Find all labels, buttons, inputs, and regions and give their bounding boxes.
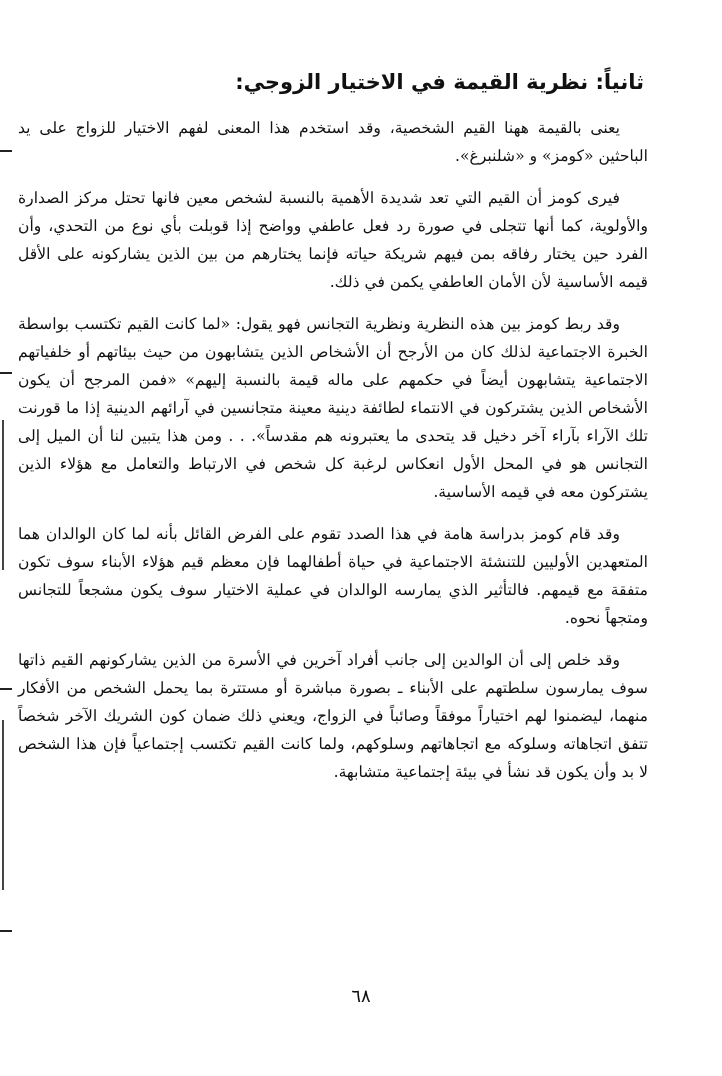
- section-heading: ثانياً: نظرية القيمة في الاختيار الزوجي:: [235, 70, 644, 94]
- margin-mark: [0, 688, 12, 690]
- paragraph-conclusion: وقد خلص إلى أن الوالدين إلى جانب أفراد آخرين في الأسرة من الذين يشاركونهم القيم ذاتها سوف يمارسون سلطتهم على الأبناء ـ بصورة مباشرة أو مستترة بما يحمل الشخص من الأفكار منهما، ليضمنوا لهم اختياراً موفقاً وصائباً في الزواج، ويعني ذلك ضمان كون الشريك الآخر شخصاً تتفق اتجاهاته وسلوكه مع اتجاهاتهم وسلوكهم، ولما كانت القيم تكتسب إجتماعياً فإن هذا الشخص لا بد وأن يكون قد نشأ في بيئة إجتماعية متشابهة.: [18, 651, 648, 781]
- margin-mark: [0, 372, 12, 374]
- paragraph-homogamy: وقد ربط كومز بين هذه النظرية ونظرية التجانس فهو يقول: «لما كانت القيم تكتسب بواسطة الخبرة الاجتماعية لذلك كان من الأرجح أن الأشخاص الذين يتشابهون من حيث بيئاتهم أو خلفياتهم الاجتماعية يتشابهون أيضاً في حكمهم على ماله قيمة بالنسبة إليهم» «فمن المرجح أن يكون الأشخاص الذين يشتركون في الانتماء لطائفة دينية معينة متجانسين في آرائهم الدينية إذا ما قورنت تلك الآراء بآراء آخر دخيل قد يتحدى ما يعتبرونه هم مقدساً». . . ومن هذا يتبين لنا أن الميل إلى التجانس هو في المحل الأول انعكاس لرغبة كل شخص في الارتباط والتعامل مع هؤلاء الذين يشتركون معه في قيمه الأساسية.: [18, 315, 648, 501]
- margin-mark: [0, 150, 12, 152]
- page-number: ٦٨: [351, 986, 371, 1007]
- scan-edge-line: [2, 420, 4, 570]
- paragraph-parents-study: وقد قام كومز بدراسة هامة في هذا الصدد تقوم على الفرض القائل بأنه لما كان الوالدان هما المتعهدين الأوليين للتنشئة الاجتماعية في حياة أطفالهما فإن معظم قيم هؤلاء الأبناء سوف تكون متفقة مع قيمهم. فالتأثير الذي يمارسه الوالدان في عملية الاختيار سوف يكون مشجعاً للتجانس ومتجهاً نحوه.: [18, 525, 648, 627]
- paragraph-combs-view: فيرى كومز أن القيم التي تعد شديدة الأهمية بالنسبة لشخص معين فانها تحتل مركز الصدارة والأولوية، كما أنها تتجلى في صورة رد فعل عاطفي وواضح إذا قوبلت بأي نوع من التحدي، وأن الفرد حين يختار رفاقه بمن فيهم شريكة حياته فإنما يختارهم من بين الذين يشاركونه على الأقل قيمه الأساسية لأن الأمان العاطفي يكمن في ذلك.: [18, 189, 648, 291]
- margin-mark: [0, 930, 12, 932]
- paragraph-definition: يعنى بالقيمة ههنا القيم الشخصية، وقد استخدم هذا المعنى لفهم الاختيار للزواج على يد الباحثين «كومز» و «شلنبرغ».: [18, 119, 648, 165]
- scan-edge-line: [2, 720, 4, 890]
- page-body: [18, 62, 648, 800]
